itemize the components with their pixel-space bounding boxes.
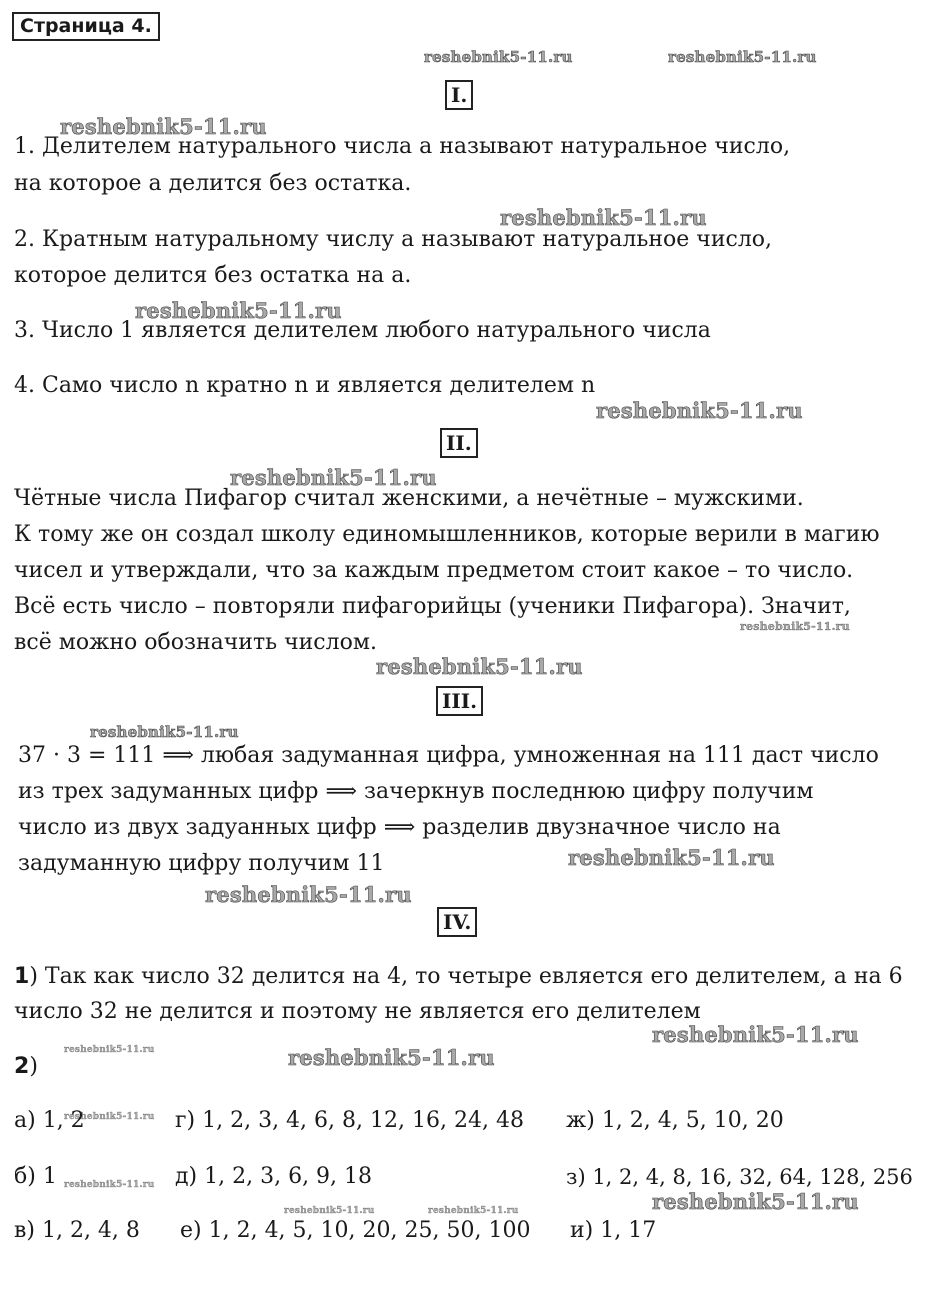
answer-a: а) 1, 2	[14, 1108, 85, 1133]
watermark: reshebnik5-11.ru	[428, 1206, 519, 1216]
watermark: reshebnik5-11.ru	[64, 1045, 155, 1055]
part1-line-5: 3. Число 1 является делителем любого натурального числа	[14, 318, 711, 343]
answer-d: д) 1, 2, 3, 6, 9, 18	[175, 1164, 373, 1189]
watermark: reshebnik5-11.ru	[740, 620, 850, 633]
watermark: reshebnik5-11.ru	[652, 1189, 859, 1214]
answer-v: в) 1, 2, 4, 8	[14, 1218, 140, 1243]
watermark: reshebnik5-11.ru	[596, 398, 803, 423]
part2-line-3: чисел и утверждали, что за каждым предметом стоит какое – то число.	[14, 558, 854, 583]
watermark: reshebnik5-11.ru	[500, 205, 707, 230]
question-2-number: 2	[14, 1054, 30, 1079]
part1-line-2: на которое a делится без остатка.	[14, 171, 412, 196]
question-1-text: ) Так как число 32 делится на 4, то четыре евляется его делителем, а на 6	[29, 964, 903, 989]
answer-g: г) 1, 2, 3, 4, 6, 8, 12, 16, 24, 48	[175, 1108, 524, 1133]
watermark: reshebnik5-11.ru	[64, 1112, 155, 1122]
part1-line-4: которое делится без остатка на а.	[14, 263, 412, 288]
watermark: reshebnik5-11.ru	[668, 48, 817, 66]
answer-b: б) 1	[14, 1164, 57, 1189]
watermark: reshebnik5-11.ru	[424, 48, 573, 66]
section-heading-4: IV.	[437, 907, 477, 937]
part3-line-1: 37 · 3 = 111 ⟹ любая задуманная цифра, умноженная на 111 даст число	[18, 743, 879, 768]
page-number-text: Страница 4	[20, 15, 145, 37]
answer-e: е) 1, 2, 4, 5, 10, 20, 25, 50, 100	[180, 1218, 531, 1243]
question-2-paren: )	[29, 1054, 38, 1079]
watermark: reshebnik5-11.ru	[64, 1180, 155, 1190]
watermark: reshebnik5-11.ru	[135, 298, 342, 323]
part2-line-5: всё можно обозначить числом.	[14, 630, 377, 655]
part2-line-4: Всё есть число – повторяли пифагорийцы (ученики Пифагора). Значит,	[14, 594, 851, 619]
part3-line-4: задуманную цифру получим 11	[18, 851, 385, 876]
section-heading-2: II.	[440, 428, 478, 458]
page-number-dot: .	[144, 15, 152, 37]
section-heading-1: I.	[445, 80, 473, 110]
answer-zh: ж) 1, 2, 4, 5, 10, 20	[566, 1108, 784, 1133]
watermark: reshebnik5-11.ru	[205, 882, 412, 907]
question-1	[14, 964, 903, 990]
question-1-number: 1	[14, 964, 30, 989]
page-number-label	[12, 12, 160, 41]
question-2	[14, 1054, 38, 1080]
watermark: reshebnik5-11.ru	[284, 1206, 375, 1216]
question-1-line-2: число 32 не делится и поэтому не является его делителем	[14, 999, 701, 1024]
part1-line-3: 2. Кратным натуральному числу а называют натуральное число,	[14, 227, 773, 252]
answer-z: з) 1, 2, 4, 8, 16, 32, 64, 128, 256	[566, 1165, 913, 1189]
answer-i: и) 1, 17	[570, 1218, 657, 1243]
section-heading-3: III.	[436, 686, 483, 716]
watermark: reshebnik5-11.ru	[60, 114, 267, 139]
part2-line-2: К тому же он создал школу единомышленников, которые верили в магию	[14, 522, 880, 547]
watermark: reshebnik5-11.ru	[568, 845, 775, 870]
part1-line-6: 4. Само число n кратно n и является делителем n	[14, 373, 596, 398]
watermark: reshebnik5-11.ru	[90, 723, 239, 741]
part2-line-1: Чётные числа Пифагор считал женскими, а нечётные – мужскими.	[14, 486, 804, 511]
watermark: reshebnik5-11.ru	[230, 465, 437, 490]
part1-line-1: 1. Делителем натурального числа a называют натуральное число,	[14, 134, 791, 159]
part3-line-2: из трех задуманных цифр ⟹ зачеркнув последнюю цифру получим	[18, 779, 814, 804]
part3-line-3: число из двух задуанных цифр ⟹ разделив двузначное число на	[18, 815, 781, 840]
watermark: reshebnik5-11.ru	[288, 1045, 495, 1070]
watermark: reshebnik5-11.ru	[376, 654, 583, 679]
watermark: reshebnik5-11.ru	[652, 1022, 859, 1047]
